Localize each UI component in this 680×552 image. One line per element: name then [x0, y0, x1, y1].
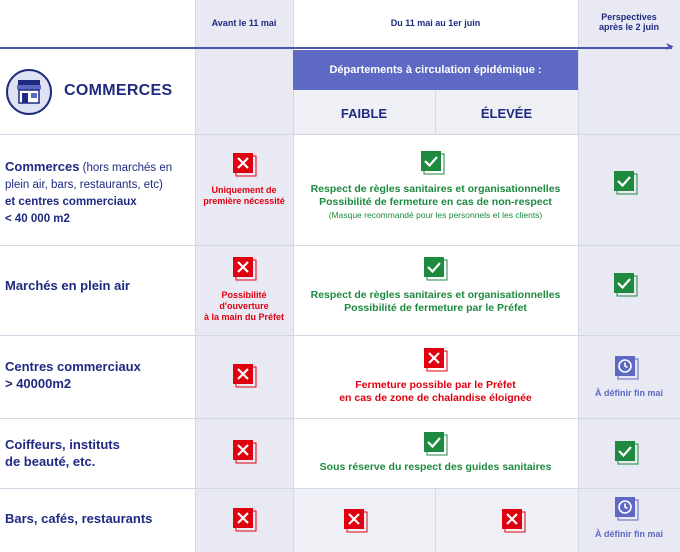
level-low: FAIBLE — [340, 106, 388, 121]
during-text: Fermeture possible par le Préfet en cas de zone de chalandise éloignée — [339, 379, 532, 404]
cross-icon — [233, 508, 257, 532]
after-note: À définir fin mai — [594, 529, 663, 539]
check-icon — [424, 432, 448, 456]
check-icon — [424, 257, 448, 281]
header-before: Avant le 11 mai — [211, 18, 277, 28]
header-after: Perspectives après le 2 juin — [598, 12, 660, 32]
clock-icon — [615, 356, 639, 380]
header-during: Du 11 mai au 1er juin — [390, 18, 481, 28]
check-icon — [421, 151, 445, 175]
grid-line — [0, 245, 680, 246]
clock-icon — [615, 497, 639, 521]
grid-line — [435, 488, 436, 552]
grid-line — [0, 488, 680, 489]
cross-icon — [344, 509, 368, 533]
row-label-marches: Marchés en plein air — [5, 278, 130, 293]
cross-icon — [233, 364, 257, 388]
cross-icon — [502, 509, 526, 533]
grid-line — [0, 134, 680, 135]
grid-line — [0, 418, 680, 419]
section-title: COMMERCES — [64, 82, 173, 99]
after-note: À définir fin mai — [594, 388, 663, 398]
grid-line — [578, 0, 579, 552]
row-label-centres: Centres commerciaux > 40000m2 — [5, 359, 141, 391]
shop-icon — [6, 69, 52, 115]
grid-line — [195, 0, 196, 552]
arrow-right-icon: ➤ — [665, 41, 675, 53]
level-high: ÉLEVÉE — [480, 106, 533, 121]
check-icon — [614, 171, 638, 195]
row-label-coiffeurs: Coiffeurs, instituts de beauté, etc. — [5, 437, 120, 469]
row-label-commerces: Commerces (hors marchés en plein air, bars, restaurants, etc) et centres commerciaux < 40 000 m2 — [5, 159, 173, 225]
before-note: Uniquement de première nécessité — [203, 185, 285, 206]
departments-title: Départements à circulation épidémique : — [293, 50, 578, 90]
check-icon — [614, 273, 638, 297]
during-text: Respect de règles sanitaires et organisationnelles Possibilité de fermeture par le Préfet — [310, 289, 561, 314]
row-label-bars: Bars, cafés, restaurants — [5, 511, 153, 526]
before-note: Possibilité d'ouverture à la main du Préfet — [203, 290, 285, 322]
cross-icon — [424, 348, 448, 372]
during-text: Respect de règles sanitaires et organisationnelles Possibilité de fermeture en cas de non-respect — [310, 183, 561, 208]
check-icon — [615, 441, 639, 465]
cross-icon — [233, 440, 257, 464]
during-subtext: (Masque recommandé pour les personnels et les clients) — [328, 210, 543, 220]
cross-icon — [233, 257, 257, 281]
during-text: Sous réserve du respect des guides sanitaires — [319, 461, 552, 473]
timeline-arrow — [0, 47, 672, 49]
cross-icon — [233, 153, 257, 177]
grid-line — [0, 335, 680, 336]
